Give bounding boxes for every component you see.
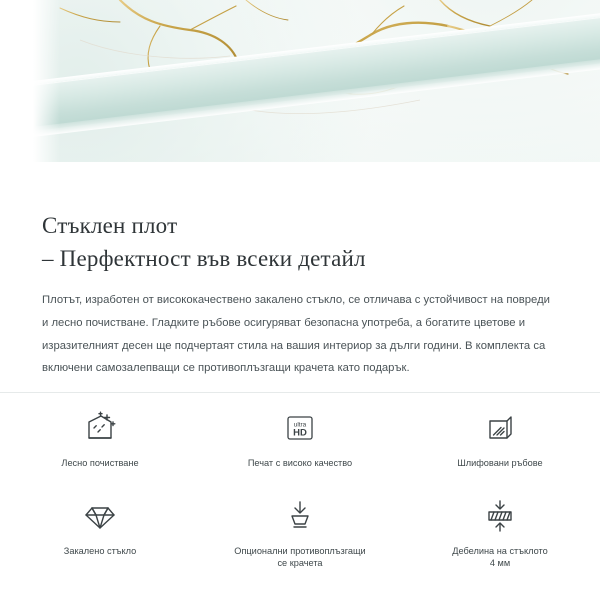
anti-slip-feet-icon bbox=[279, 495, 321, 537]
headline-line-2: – Перфектност във всеки детайл bbox=[42, 245, 366, 271]
feature-sublabel: 4 мм bbox=[489, 558, 511, 569]
description-paragraph: Плотът, изработен от висококачествено закалено стъкло, се отличава с устойчивост на повреди и лесно почистване. Гладките ръбове осигуряват безопасна употреба, а богатите цветове и изразителният десен ще подчертаят стила на вашия интериор за дълги години. В комплекта са включени самозалепващи се противоплъзгащи крачета като подарък. bbox=[42, 294, 550, 375]
sparkle-cloth-icon bbox=[79, 407, 121, 449]
feature-grid bbox=[0, 393, 600, 577]
feature-label: Печат с високо качество bbox=[247, 458, 353, 468]
feature-item-easy-cleaning bbox=[0, 401, 200, 489]
page-title bbox=[0, 200, 600, 275]
feature-item-hd-print bbox=[200, 401, 400, 489]
hero-product-image bbox=[0, 0, 600, 200]
hero-left-fade bbox=[0, 0, 60, 200]
feature-item-tempered-glass bbox=[0, 489, 200, 577]
feature-sublabel: се крачета bbox=[277, 558, 323, 569]
feature-label: Дебелина на стъклото bbox=[452, 546, 548, 556]
feature-item-glass-thickness bbox=[400, 489, 600, 577]
feature-item-polished-edges bbox=[400, 401, 600, 489]
svg-text:ultra: ultra bbox=[293, 421, 307, 429]
ultra-hd-icon bbox=[279, 407, 321, 449]
thickness-arrows-icon bbox=[479, 495, 521, 537]
feature-label: Шлифовани ръбове bbox=[457, 458, 543, 468]
feature-item-anti-slip-feet bbox=[200, 489, 400, 577]
feature-label: Закалено стъкло bbox=[63, 546, 137, 556]
feature-label: Опционални противоплъзгащи bbox=[234, 546, 366, 556]
headline-line-1: Стъклен плот bbox=[42, 213, 178, 238]
description-content bbox=[0, 200, 600, 380]
hero-bottom-fade bbox=[0, 162, 600, 200]
polished-edges-icon bbox=[479, 407, 521, 449]
svg-text:HD: HD bbox=[293, 427, 307, 439]
diamond-icon bbox=[79, 495, 121, 537]
feature-label: Лесно почистване bbox=[61, 458, 139, 468]
